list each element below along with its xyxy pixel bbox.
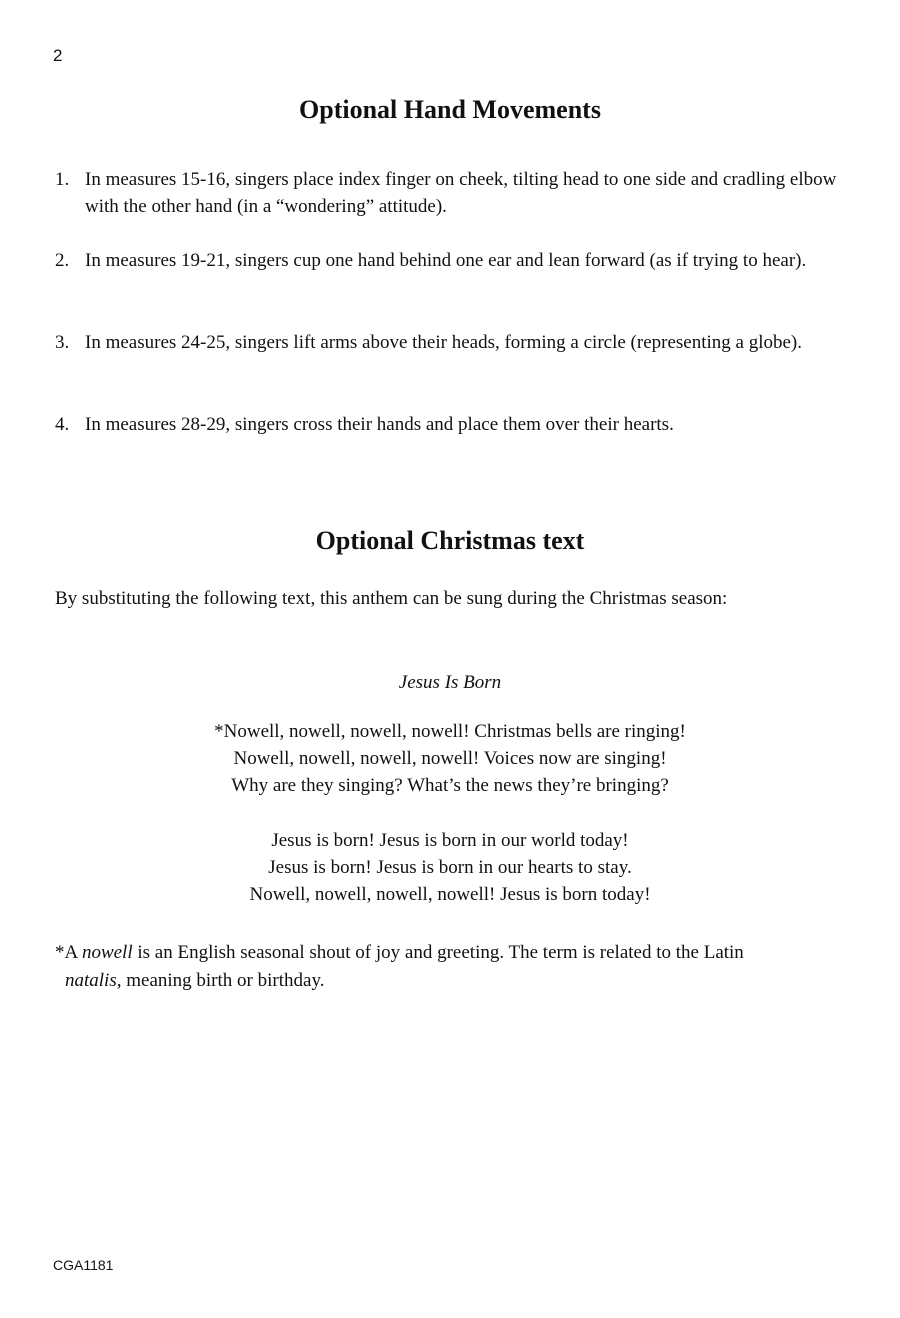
hand-movements-heading: Optional Hand Movements [299, 95, 601, 124]
footnote-end: meaning birth or birthday. [121, 970, 325, 991]
footnote-prefix: *A [55, 942, 82, 963]
footnote-line-1 [55, 942, 744, 963]
stanza-line: *Nowell, nowell, nowell, nowell! Christmas bells are ringing! [214, 721, 686, 742]
stanza-1 [0, 718, 900, 799]
list-item [55, 247, 845, 274]
footnote-middle: is an English seasonal shout of joy and greeting. The term is related to the Latin [132, 942, 744, 963]
stanza-line: Why are they singing? What’s the news they’re bringing? [231, 775, 669, 796]
catalog-number: CGA1181 [53, 1257, 114, 1273]
stanza-line: Jesus is born! Jesus is born in our hearts to stay. [268, 857, 632, 878]
stanza-line: Nowell, nowell, nowell, nowell! Voices now are singing! [233, 748, 667, 769]
footnote-latin: natalis, [65, 970, 122, 991]
page-number: 2 [53, 46, 63, 65]
footnote-term: nowell [81, 942, 133, 963]
christmas-intro-paragraph: By substituting the following text, this anthem can be sung during the Christmas season: [55, 588, 728, 609]
list-item-text: In measures 28-29, singers cross their hands and place them over their hearts. [85, 414, 674, 435]
list-item [55, 411, 845, 438]
stanza-line: Jesus is born! Jesus is born in our world today! [271, 830, 629, 851]
list-item-text: In measures 15-16, singers place index finger on cheek, tilting head to one side and cradling elbow with the other hand (in a “wondering” attitude). [85, 169, 837, 217]
list-item [55, 166, 845, 220]
list-item-number: 4. [55, 414, 70, 435]
list-item-number: 3. [55, 332, 70, 353]
stanza-2 [0, 827, 900, 908]
stanza-line: Nowell, nowell, nowell, nowell! Jesus is born today! [249, 884, 651, 905]
list-item-number: 2. [55, 250, 70, 271]
list-item [55, 329, 845, 356]
list-item-number: 1. [55, 169, 70, 190]
footnote [55, 939, 865, 995]
list-item-text: In measures 24-25, singers lift arms above their heads, forming a circle (representing a globe). [85, 332, 802, 353]
list-item-text: In measures 19-21, singers cup one hand behind one ear and lean forward (as if trying to hear). [85, 250, 807, 271]
poem-title: Jesus Is Born [398, 672, 502, 693]
christmas-text-heading: Optional Christmas text [315, 526, 585, 555]
footnote-line-2 [55, 967, 865, 995]
